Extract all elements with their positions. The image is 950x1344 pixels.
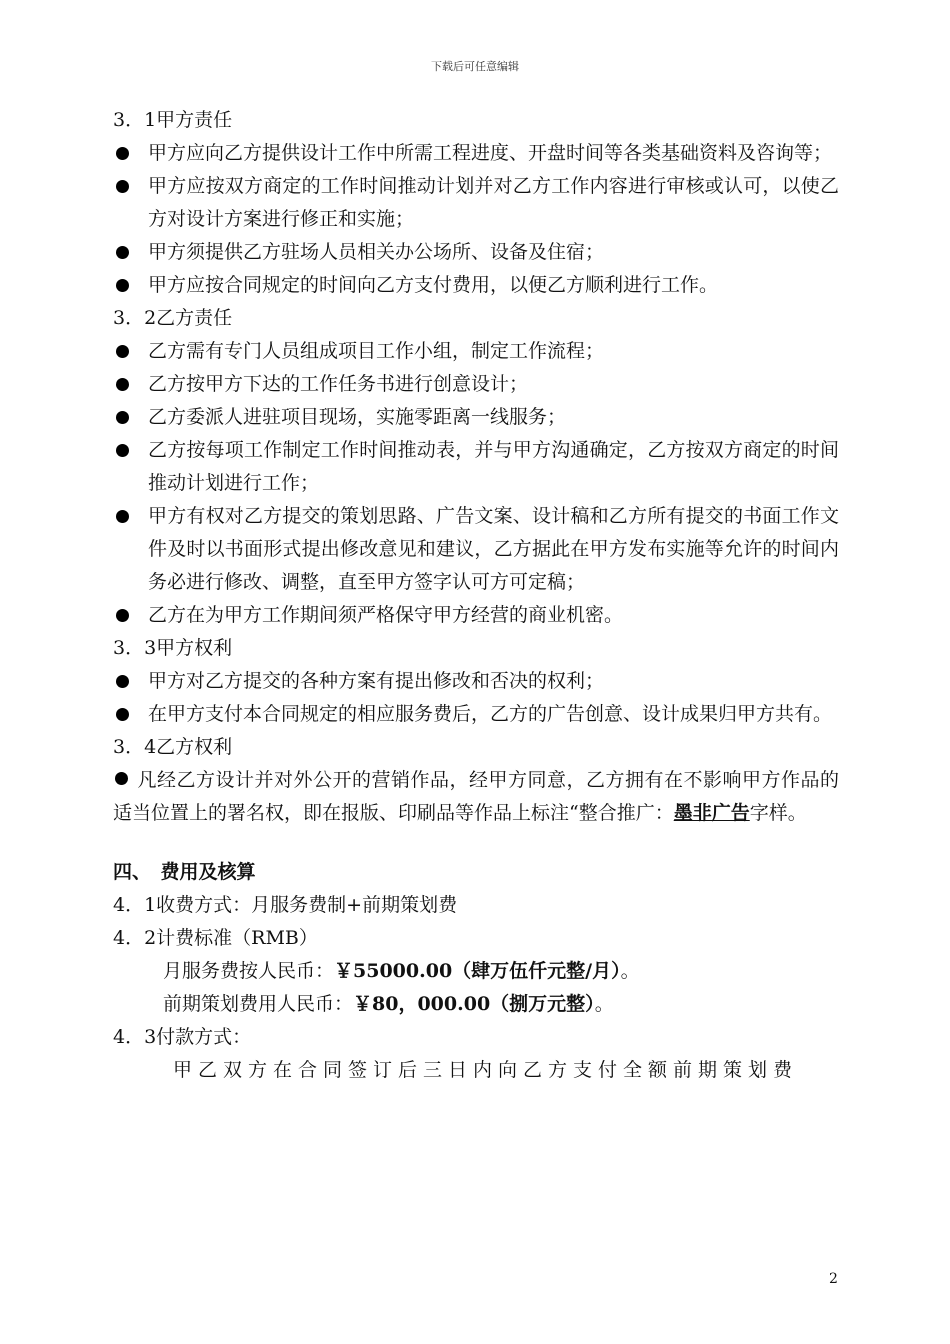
paragraph-text: 凡经乙方设计并对外公开的营销作品，经甲方同意，乙方拥有在不影响甲方作品的适当位置上的署名权，即在报版、印刷品等作品上标注“整合推广：: [113, 769, 839, 824]
bullet-item: 甲方对乙方提交的各种方案有提出修改和否决的权利；: [113, 665, 839, 698]
document-body: [113, 104, 839, 1087]
monthly-fee-value: ￥55000.00（肆万伍仟元整/月）: [334, 960, 621, 982]
bullet-dot-icon: [115, 772, 128, 785]
section-3-1-title: 3．1甲方责任: [113, 109, 233, 131]
bullet-item: 甲方须提供乙方驻场人员相关办公场所、设备及住宿；: [113, 236, 839, 269]
initial-fee-label: 前期策划费用人民币：: [163, 993, 354, 1015]
page-number: 2: [829, 1271, 838, 1287]
bullet-item: 乙方需有专门人员组成项目工作小组，制定工作流程；: [113, 335, 839, 368]
bullet-item: 乙方委派人进驻项目现场，实施零距离一线服务；: [113, 401, 839, 434]
bullet-item: 甲方应按合同规定的时间向乙方支付费用，以便乙方顺利进行工作。: [113, 269, 839, 302]
section-3-3-title: 3．3甲方权利: [113, 637, 233, 659]
bullet-item: 在甲方支付本合同规定的相应服务费后，乙方的广告创意、设计成果归甲方共有。: [113, 698, 839, 731]
initial-fee-value: ￥80，000.00（捌万元整）: [353, 993, 595, 1015]
bullet-item: 甲方有权对乙方提交的策划思路、广告文案、设计稿和乙方所有提交的书面工作文件及时以书面形式提出修改意见和建议，乙方据此在甲方发布实施等允许的时间内务必进行修改、调整，直至甲方签字认可方可定稿；: [113, 500, 839, 599]
initial-fee-end: 。: [594, 993, 614, 1015]
initial-fee-line: [113, 988, 839, 1021]
monthly-fee-line: [113, 955, 839, 988]
section-4-title: 四、 费用及核算: [113, 861, 256, 883]
bullet-item: 甲方应按双方商定的工作时间推动计划并对乙方工作内容进行审核或认可，以使乙方对设计方案进行修正和实施；: [113, 170, 839, 236]
section-3-4-title: 3．4乙方权利: [113, 736, 233, 758]
monthly-fee-label: 月服务费按人民币：: [163, 960, 335, 982]
fee-standard-line: 4．2计费标准（RMB）: [113, 927, 318, 949]
bullet-item: 乙方在为甲方工作期间须严格保守甲方经营的商业机密。: [113, 599, 839, 632]
bullet-item: 乙方按每项工作制定工作时间推动表，并与甲方沟通确定，乙方按双方商定的时间推动计划进行工作；: [113, 434, 839, 500]
company-name: 墨非广告: [673, 802, 750, 824]
paragraph-text-end: 字样。: [749, 802, 807, 824]
page-header: 下载后可任意编辑: [431, 60, 519, 73]
signature-rights-paragraph: [113, 764, 839, 830]
section-3-2-title: 3．2乙方责任: [113, 307, 233, 329]
payment-text: 甲乙双方在合同签订后三日内向乙方支付全额前期策划费: [173, 1059, 799, 1081]
bullet-item: 甲方应向乙方提供设计工作中所需工程进度、开盘时间等各类基础资料及咨询等；: [113, 137, 839, 170]
bullet-item: 乙方按甲方下达的工作任务书进行创意设计；: [113, 368, 839, 401]
fee-method-line: 4．1收费方式：月服务费制+前期策划费: [113, 894, 458, 916]
monthly-fee-end: 。: [620, 960, 640, 982]
payment-method-line: 4．3付款方式：: [113, 1026, 252, 1048]
